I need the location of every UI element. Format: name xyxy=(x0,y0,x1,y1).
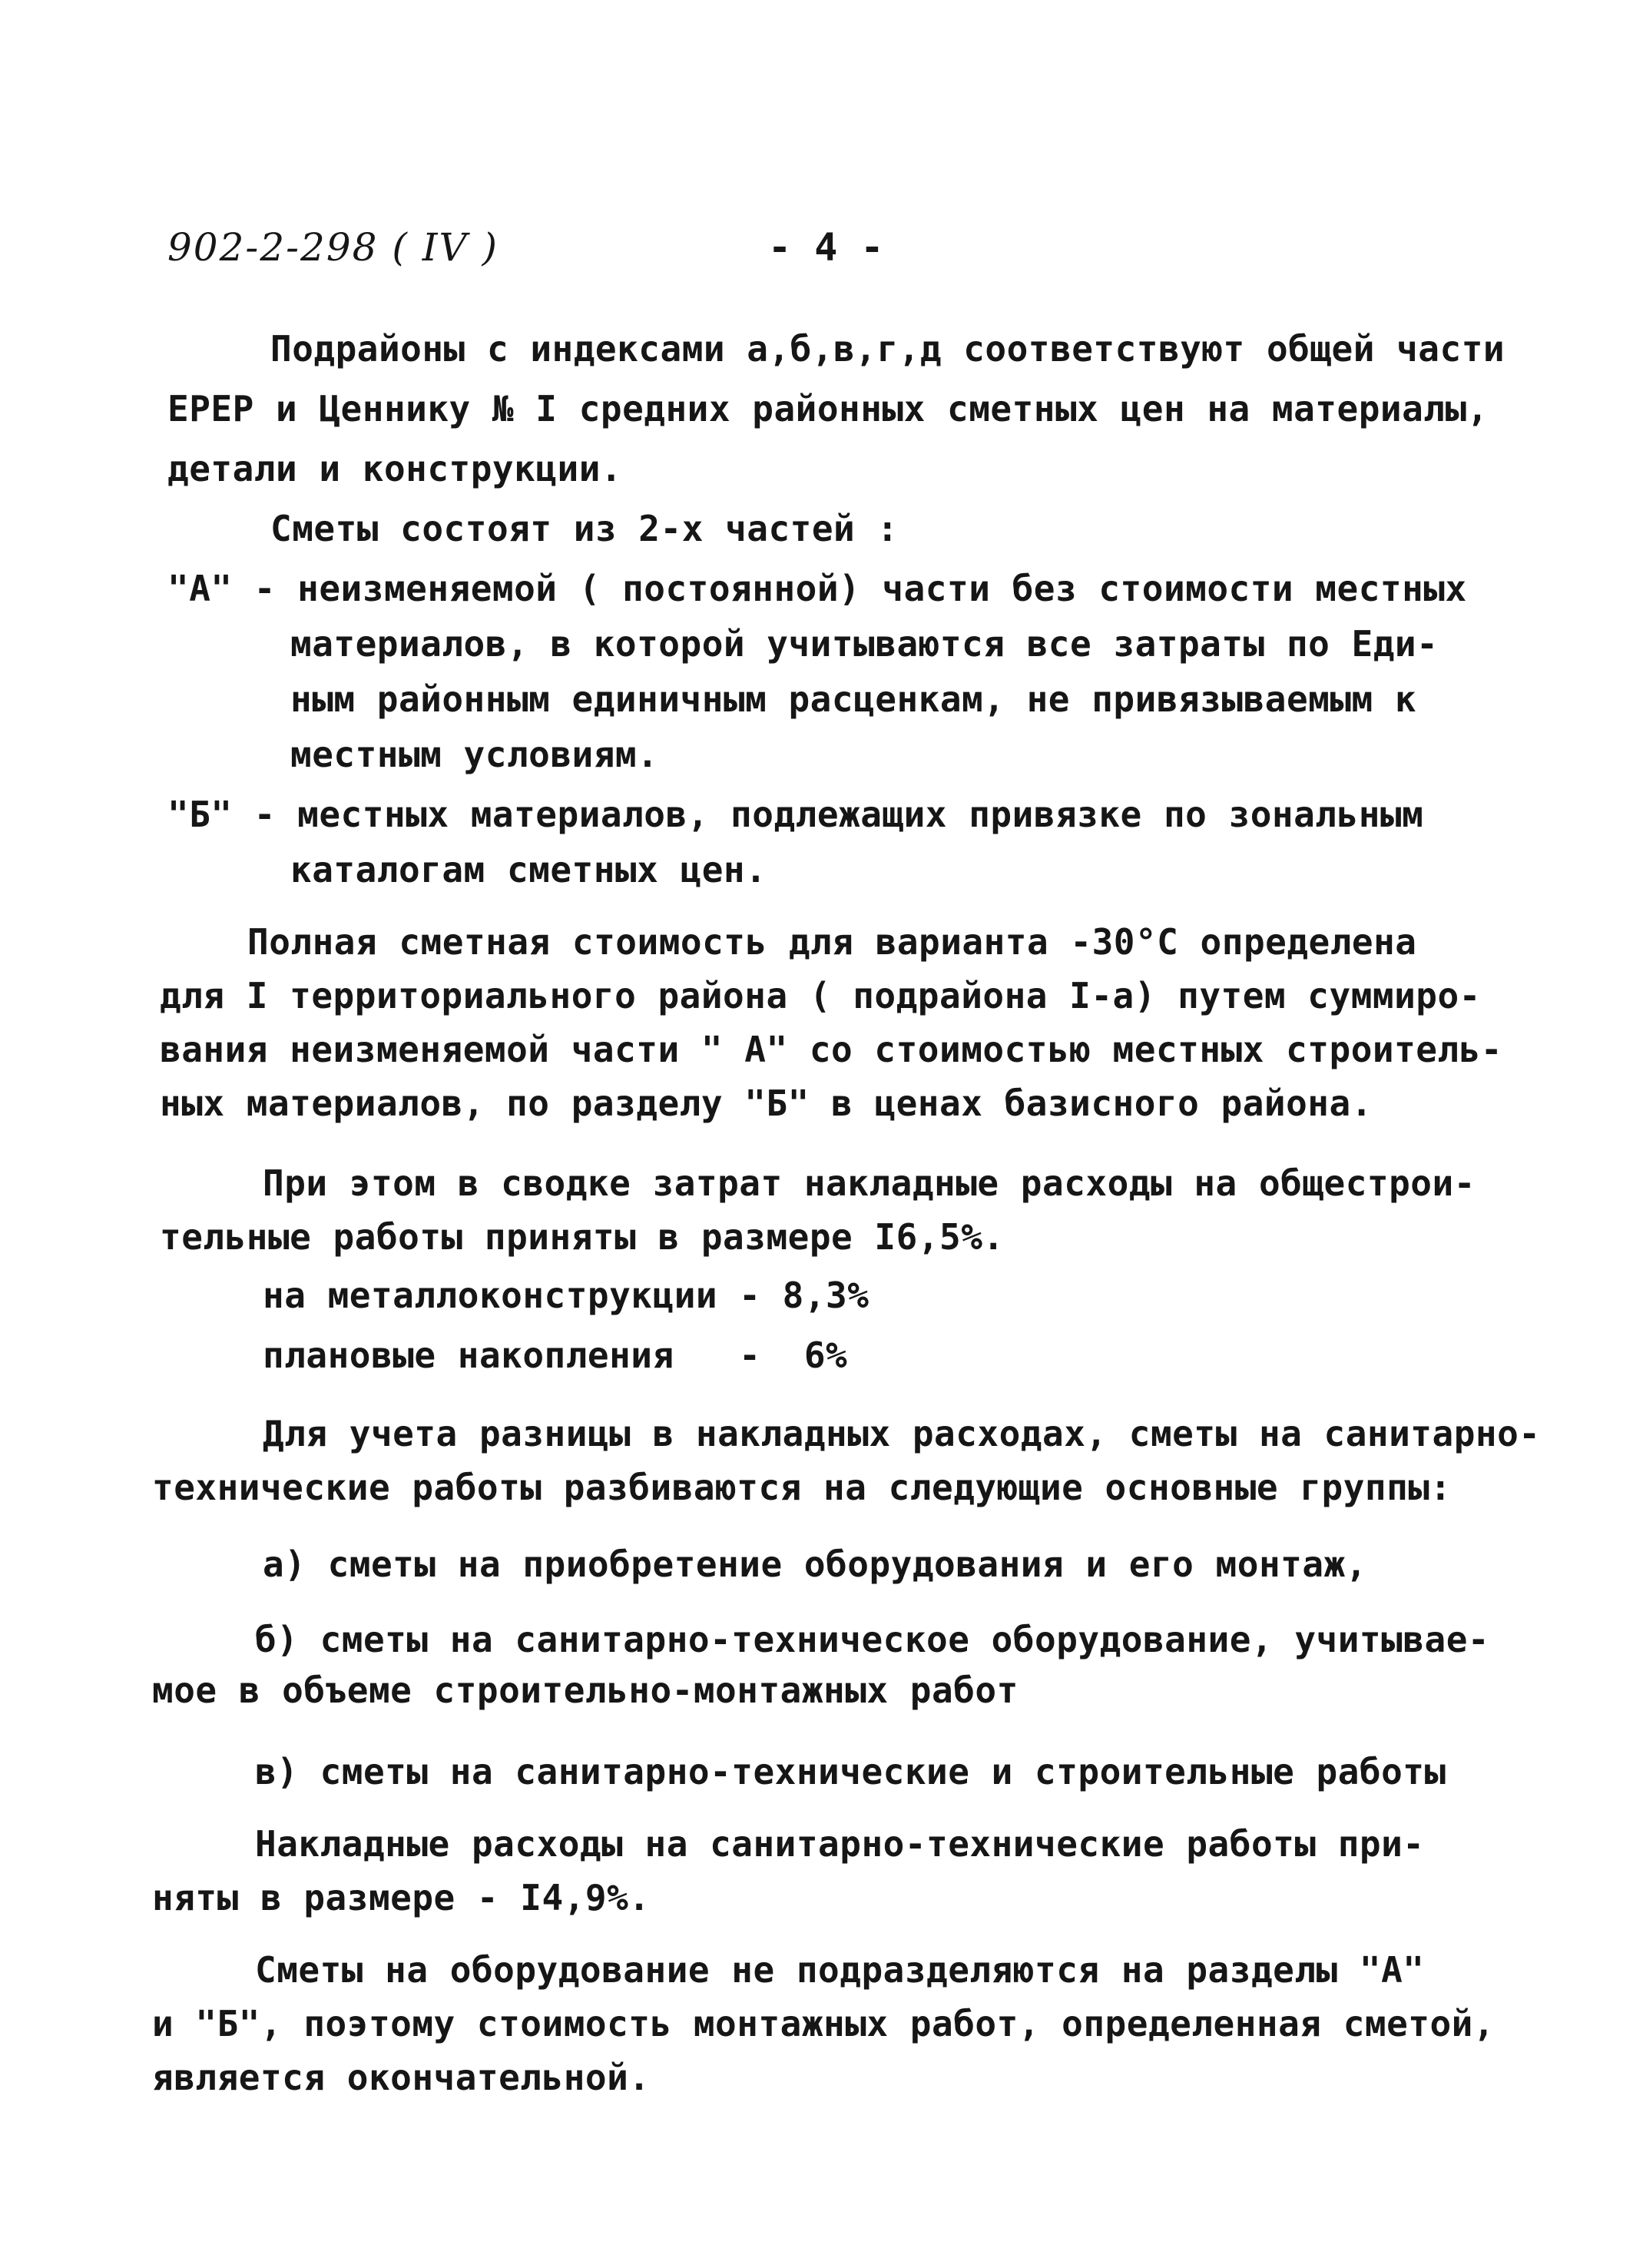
paragraph-line: Сметы на оборудование не подразделяются на разделы "А" xyxy=(255,1949,1425,1991)
paragraph-line: Для учета разницы в накладных расходах, сметы на санитарно- xyxy=(263,1413,1541,1454)
paragraph-line: является окончательной. xyxy=(152,2057,651,2098)
group-item-b: б) сметы на санитарно-техническое оборудование, учитывае- xyxy=(255,1619,1490,1660)
paragraph-line: При этом в сводке затрат накладные расходы на общестрои- xyxy=(263,1162,1476,1204)
page-number: - 4 - xyxy=(768,225,884,270)
list-item-a: ным районным единичным расценкам, не привязываемым к xyxy=(290,678,1417,720)
paragraph-line: няты в размере - I4,9%. xyxy=(152,1877,651,1918)
list-item-a: материалов, в которой учитываются все затраты по Еди- xyxy=(290,623,1439,665)
paragraph-line: тельные работы приняты в размере I6,5%. xyxy=(160,1216,1005,1258)
group-item-a: а) сметы на приобретение оборудования и его монтаж, xyxy=(263,1544,1367,1585)
paragraph-line: для I территориального района ( подрайона I-а) путем суммиро- xyxy=(160,975,1481,1016)
paragraph-line: и "Б", поэтому стоимость монтажных работ, определенная сметой, xyxy=(152,2003,1496,2044)
group-item-c: в) сметы на санитарно-технические и строительные работы xyxy=(255,1751,1446,1792)
paragraph-line: технические работы разбиваются на следующие основные группы: xyxy=(152,1467,1452,1508)
paragraph-line: Сметы состоят из 2-х частей : xyxy=(270,508,899,549)
list-item-b: "Б" - местных материалов, подлежащих привязке по зональным xyxy=(167,794,1424,835)
list-item-b: каталогам сметных цен. xyxy=(290,849,767,890)
paragraph-line: Накладные расходы на санитарно-технические работы при- xyxy=(255,1823,1425,1865)
rate-line: на металлоконструкции - 8,3% xyxy=(263,1275,869,1316)
paragraph-line: ных материалов, по разделу "Б" в ценах базисного района. xyxy=(160,1083,1373,1124)
group-item-b: мое в объеме строительно-монтажных работ xyxy=(152,1670,1019,1711)
list-item-a: "А" - неизменяемой ( постоянной) части без стоимости местных xyxy=(167,568,1467,609)
paragraph-line: детали и конструкции. xyxy=(167,448,623,489)
rate-line: плановые накопления - 6% xyxy=(263,1335,848,1376)
paragraph-line: Подрайоны с индексами а,б,в,г,д соответствуют общей части xyxy=(270,328,1505,370)
paragraph-line: ЕРЕР и Ценнику № I средних районных сметных цен на материалы, xyxy=(167,388,1489,429)
paragraph-line: вания неизменяемой части " А" со стоимостью местных строитель- xyxy=(160,1029,1503,1070)
paragraph-line: Полная сметная стоимость для варианта -30°С определена xyxy=(247,921,1417,963)
list-item-a: местным условиям. xyxy=(290,734,659,775)
document-code: 902-2-298 ( IV ) xyxy=(167,225,499,270)
